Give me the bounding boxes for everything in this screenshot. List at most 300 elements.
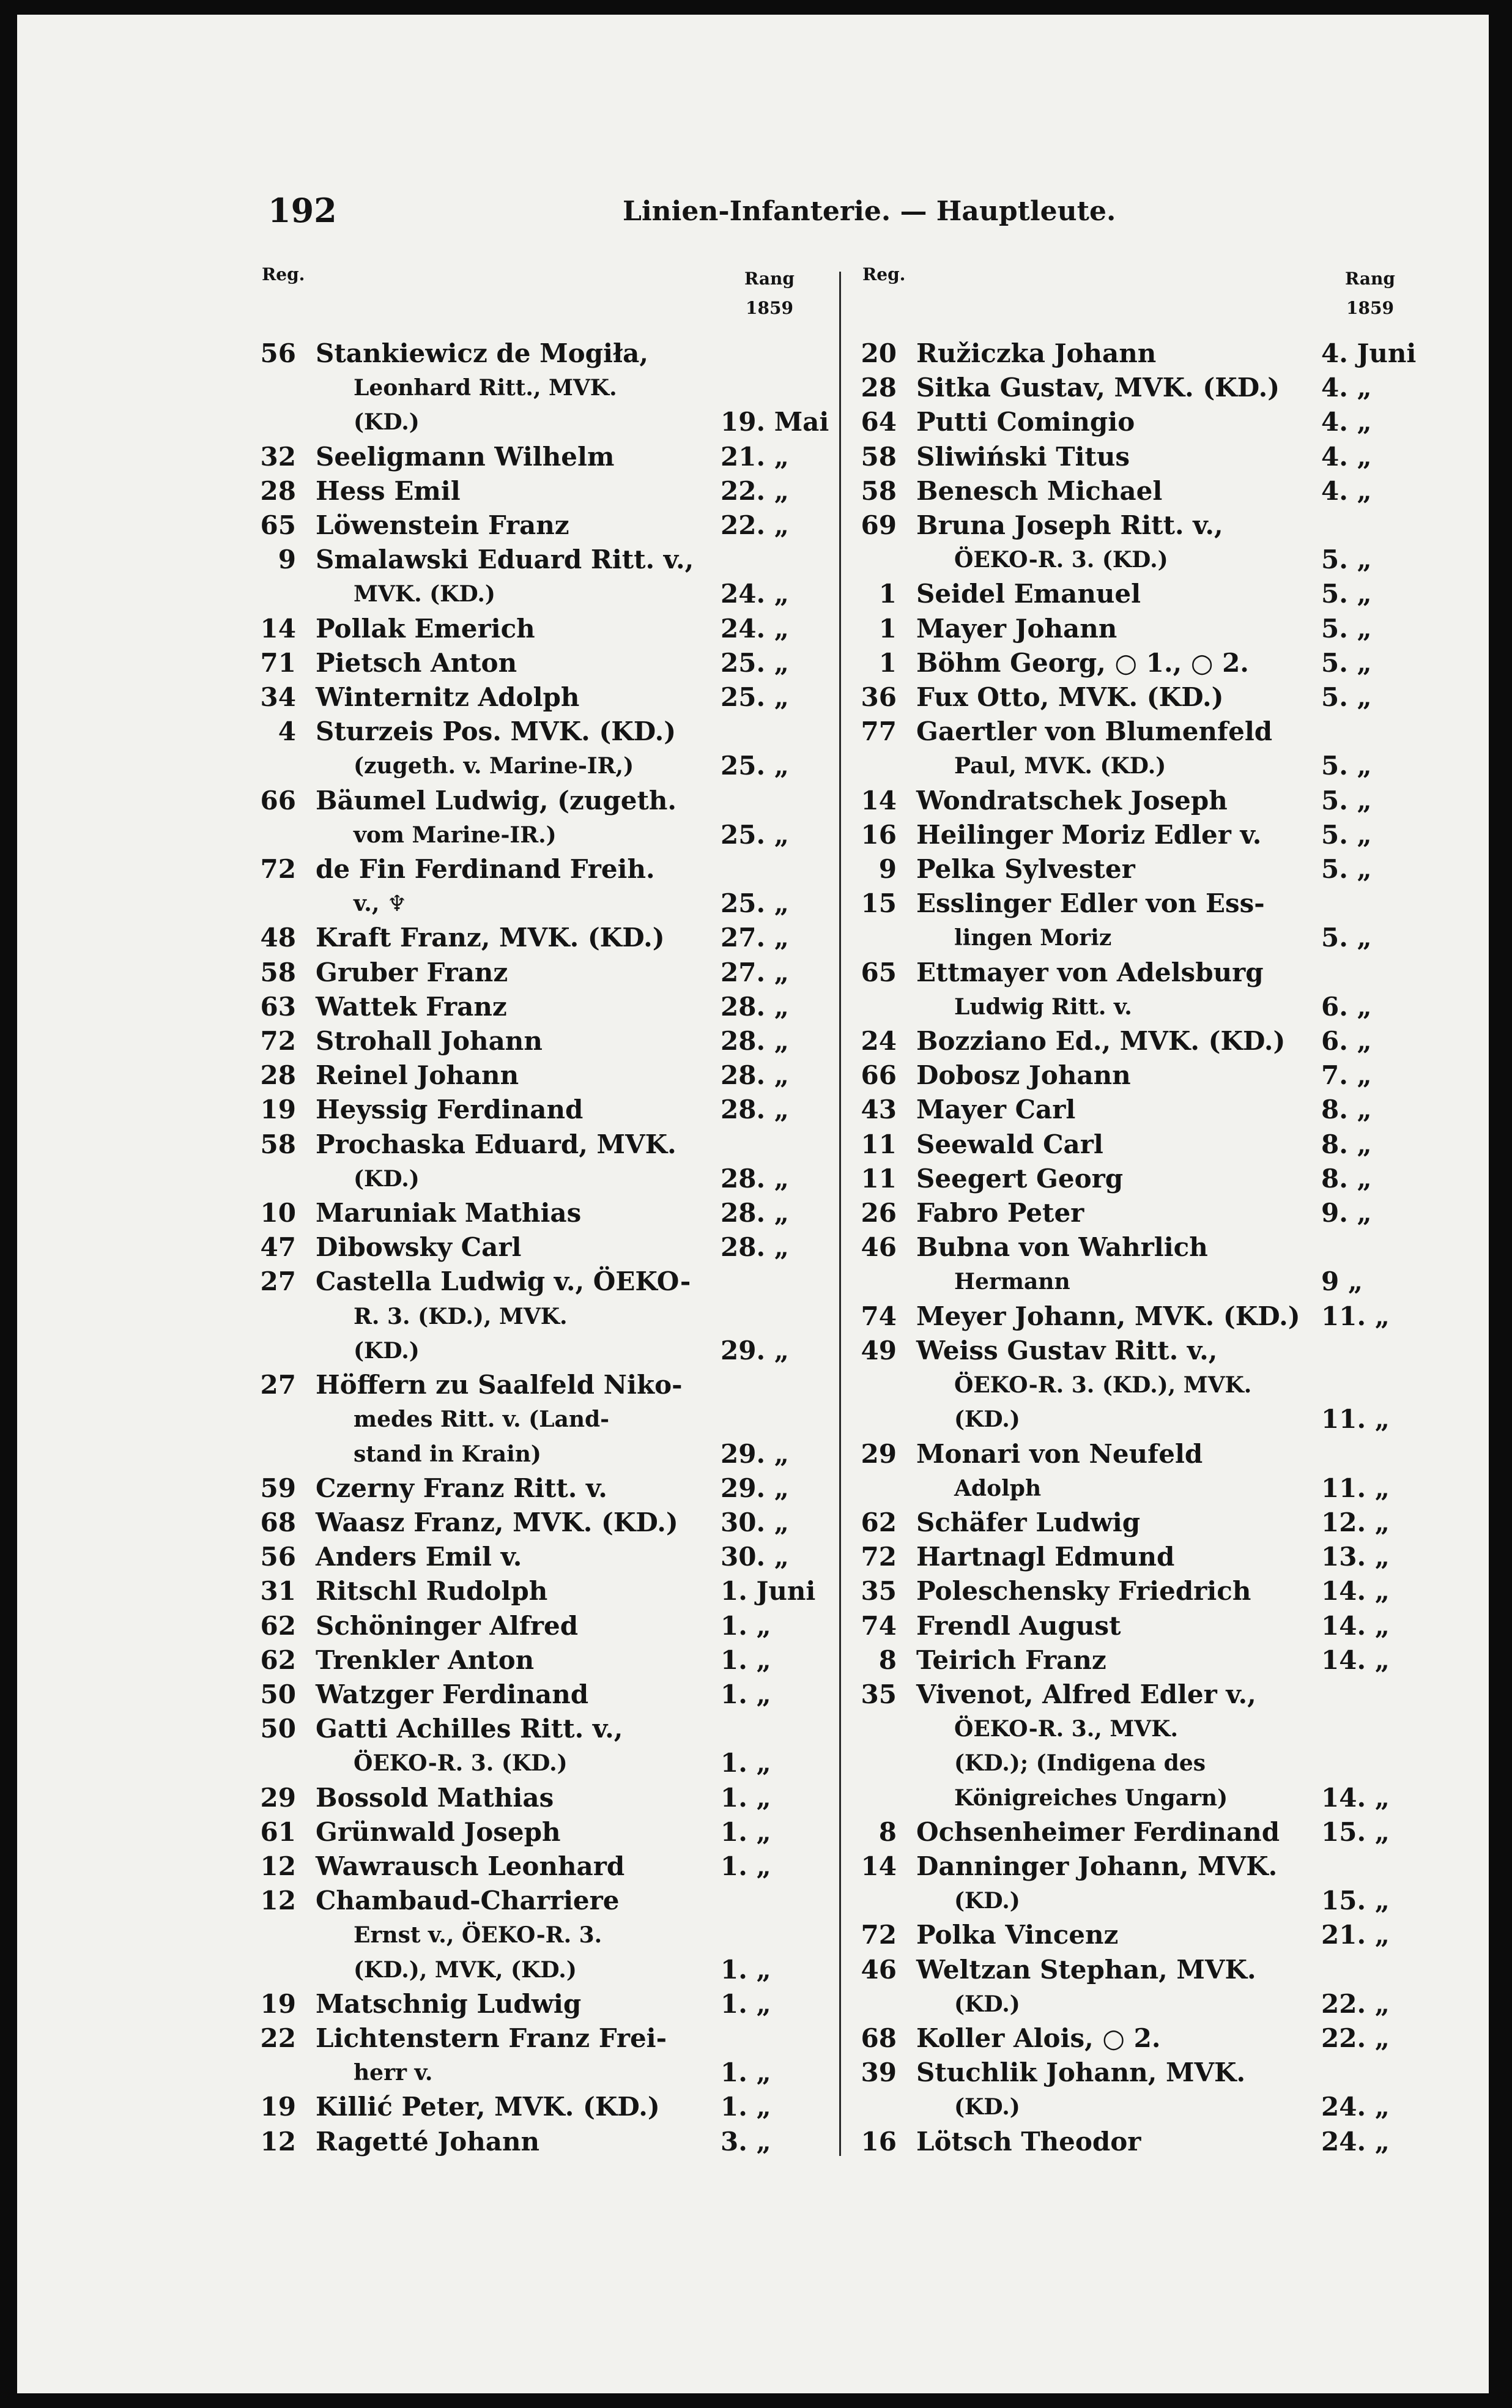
officer-entry <box>844 852 1456 886</box>
rank-date: 4. Juni <box>1321 338 1417 368</box>
name-line: Heyssig Ferdinand <box>316 1094 584 1125</box>
officer-entry <box>844 1162 1456 1196</box>
regiment-number: 1 <box>878 579 897 609</box>
rank-date: 5. „ <box>1321 647 1372 678</box>
officer-name <box>916 1609 1320 1643</box>
name-line: Maruniak Mathias <box>316 1198 582 1228</box>
officer-name <box>916 1953 1320 2021</box>
officer-name <box>316 1368 719 1471</box>
regiment-number: 66 <box>861 1060 897 1091</box>
officer-name <box>316 336 719 440</box>
name-line: Bossold Mathias <box>316 1782 554 1813</box>
rang-header <box>1333 264 1407 323</box>
regiment-number: 31 <box>260 1576 296 1607</box>
left-column <box>243 264 855 2159</box>
rank-date: 11. „ <box>1321 1473 1390 1503</box>
officer-name <box>916 1918 1320 1952</box>
running-title: Linien-Infanterie. — Hauptleute. <box>623 196 1116 227</box>
officer-name <box>916 852 1320 886</box>
rank-date: 1. „ <box>721 1816 771 1847</box>
regiment-number: 48 <box>260 923 296 953</box>
officer-name <box>316 1230 719 1265</box>
rank-date: 15. „ <box>1321 1816 1390 1847</box>
name-line: Sturzeis Pos. MVK. (KD.) <box>316 716 676 747</box>
officer-entry <box>243 1368 855 1471</box>
name-line: Vivenot, Alfred Edler v., <box>916 1679 1256 1709</box>
regiment-number: 10 <box>260 1198 296 1228</box>
rank-date: 21. „ <box>1321 1920 1390 1950</box>
regiment-number: 4 <box>278 716 296 747</box>
name-continuation: ÖEKO-R. 3. (KD.) <box>354 1750 568 1777</box>
officer-name <box>316 1884 719 1987</box>
rank-date: 28. „ <box>721 1232 789 1263</box>
name-line: Sliwiński Titus <box>916 441 1130 472</box>
rank-date: 4. „ <box>1321 441 1372 472</box>
name-line: Watzger Ferdinand <box>316 1679 589 1709</box>
rank-date: 4. „ <box>1321 407 1372 437</box>
name-line: Putti Comingio <box>916 407 1135 437</box>
officer-entry <box>243 921 855 955</box>
officer-name <box>916 1334 1320 1437</box>
officer-entry <box>243 1712 855 1780</box>
officer-name <box>916 1643 1320 1678</box>
officer-name <box>916 1196 1320 1230</box>
officer-name <box>316 1128 719 1196</box>
rank-date: 28. „ <box>721 1026 789 1057</box>
officer-entry <box>844 1953 1456 2021</box>
regiment-number: 68 <box>260 1507 296 1537</box>
regiment-number: 66 <box>260 785 296 816</box>
right-column <box>844 264 1456 2159</box>
officer-entry <box>243 1574 855 1608</box>
name-line: Böhm Georg, ○ 1., ○ 2. <box>916 647 1249 678</box>
officer-name <box>316 1540 719 1574</box>
officer-name <box>916 680 1320 715</box>
officer-entry <box>844 1815 1456 1849</box>
officer-entry <box>844 612 1456 646</box>
officer-name <box>916 1128 1320 1162</box>
name-line: Schäfer Ludwig <box>916 1507 1141 1537</box>
name-line: Winternitz Adolph <box>316 682 580 713</box>
officer-name <box>916 1437 1320 1506</box>
rank-date: 14. „ <box>1321 1610 1390 1641</box>
name-line: Bubna von Wahrlich <box>916 1232 1208 1263</box>
rank-date: 8. „ <box>1321 1129 1372 1159</box>
rank-date: 1. „ <box>721 1782 771 1813</box>
name-continuation: (KD.) <box>354 409 420 436</box>
name-line: Schöninger Alfred <box>316 1610 579 1641</box>
rank-date: 30. „ <box>721 1507 789 1537</box>
name-line: Poleschensky Friedrich <box>916 1576 1251 1607</box>
regiment-number: 72 <box>861 1920 897 1950</box>
name-line: de Fin Ferdinand Freih. <box>316 854 655 885</box>
name-line: Gruber Franz <box>316 957 508 987</box>
name-line: Reinel Johann <box>316 1060 519 1091</box>
officer-list <box>243 336 855 2159</box>
officer-entry <box>243 1058 855 1093</box>
officer-entry <box>243 1506 855 1540</box>
officer-name <box>916 1162 1320 1196</box>
name-line: Mayer Carl <box>916 1094 1076 1125</box>
regiment-number: 56 <box>260 1542 296 1572</box>
rank-date: 22. „ <box>721 510 789 541</box>
name-continuation: ÖEKO-R. 3. (KD.), MVK. <box>954 1372 1252 1399</box>
regiment-number: 61 <box>260 1816 296 1847</box>
name-continuation: lingen Moriz <box>954 925 1112 951</box>
rank-date: 12. „ <box>1321 1507 1390 1537</box>
regiment-number: 58 <box>861 441 897 472</box>
rank-date: 24. „ <box>721 613 789 644</box>
name-line: Ragetté Johann <box>316 2126 540 2157</box>
name-line: Matschnig Ludwig <box>316 1988 582 2019</box>
officer-name <box>316 646 719 680</box>
officer-name <box>316 990 719 1024</box>
officer-name <box>916 2021 1320 2056</box>
officer-entry <box>243 1093 855 1127</box>
officer-entry <box>844 1058 1456 1093</box>
officer-name <box>316 715 719 783</box>
name-line: Ritschl Rudolph <box>316 1576 548 1607</box>
officer-entry <box>844 474 1456 508</box>
regiment-number: 62 <box>861 1507 897 1537</box>
regiment-number: 46 <box>861 1954 897 1985</box>
name-line: Smalawski Eduard Ritt. v., <box>316 544 694 575</box>
officer-name <box>916 1506 1320 1540</box>
rank-date: 25. „ <box>721 888 789 919</box>
regiment-number: 19 <box>260 1094 296 1125</box>
rank-date: 21. „ <box>721 441 789 472</box>
officer-name <box>916 577 1320 611</box>
officer-name <box>916 1024 1320 1058</box>
officer-name <box>916 474 1320 508</box>
rank-date: 5. „ <box>1321 785 1372 816</box>
officer-name <box>316 1506 719 1540</box>
officer-name <box>316 1196 719 1230</box>
rank-date: 22. „ <box>1321 2023 1390 2053</box>
regiment-number: 74 <box>861 1301 897 1331</box>
regiment-number: 72 <box>861 1542 897 1572</box>
officer-name <box>916 784 1320 818</box>
name-line: Pelka Sylvester <box>916 854 1135 885</box>
rank-date: 5. „ <box>1321 819 1372 850</box>
officer-entry <box>243 1540 855 1574</box>
officer-entry <box>844 784 1456 818</box>
name-continuation: Leonhard Ritt., MVK. <box>354 375 617 401</box>
name-line: Höffern zu Saalfeld Niko- <box>316 1370 683 1400</box>
officer-name <box>316 1574 719 1608</box>
officer-entry <box>844 1918 1456 1952</box>
officer-entry <box>844 336 1456 371</box>
name-line: Strohall Johann <box>316 1026 543 1057</box>
officer-name <box>916 646 1320 680</box>
officer-entry <box>243 715 855 783</box>
regiment-number: 63 <box>260 991 296 1022</box>
name-line: Prochaska Eduard, MVK. <box>316 1129 676 1159</box>
officer-name <box>316 1058 719 1093</box>
regiment-number: 11 <box>861 1129 897 1159</box>
officer-name <box>316 1849 719 1884</box>
officer-entry <box>243 1987 855 2021</box>
officer-name <box>316 2021 719 2090</box>
officer-name <box>316 1471 719 1506</box>
name-continuation: Paul, MVK. (KD.) <box>954 753 1166 779</box>
name-line: Lichtenstern Franz Frei- <box>316 2023 667 2053</box>
rank-date: 1. „ <box>721 1988 771 2019</box>
officer-name <box>916 1815 1320 1849</box>
officer-entry <box>844 1506 1456 1540</box>
rank-date: 28. „ <box>721 991 789 1022</box>
regiment-number: 9 <box>278 544 296 575</box>
rank-date: 9. „ <box>1321 1198 1372 1228</box>
officer-name <box>316 921 719 955</box>
regiment-number: 16 <box>861 2126 897 2157</box>
regiment-number: 62 <box>260 1610 296 1641</box>
officer-entry <box>243 680 855 715</box>
name-line: Weltzan Stephan, MVK. <box>916 1954 1256 1985</box>
officer-entry <box>844 1437 1456 1506</box>
name-line: Killić Peter, MVK. (KD.) <box>316 2092 660 2122</box>
name-line: Bäumel Ludwig, (zugeth. <box>316 785 677 816</box>
name-line: Stuchlik Johann, MVK. <box>916 2057 1246 2088</box>
name-continuation: (KD.), MVK, (KD.) <box>354 1956 577 1983</box>
column-rule <box>839 272 841 2156</box>
name-line: Wondratschek Joseph <box>916 785 1228 816</box>
name-continuation: ÖEKO-R. 3. (KD.) <box>954 547 1168 573</box>
regiment-number: 58 <box>260 1129 296 1159</box>
officer-entry <box>844 508 1456 577</box>
officer-entry <box>243 2125 855 2159</box>
name-line: Bozziano Ed., MVK. (KD.) <box>916 1026 1286 1057</box>
rank-date: 24. „ <box>1321 2092 1390 2122</box>
officer-entry <box>844 1196 1456 1230</box>
name-line: Hess Emil <box>316 475 461 506</box>
name-line: Bruna Joseph Ritt. v., <box>916 510 1223 541</box>
rang-header <box>733 264 806 323</box>
officer-name <box>316 1609 719 1643</box>
rank-date: 1. „ <box>721 1954 771 1985</box>
rank-date: 1. „ <box>721 1610 771 1641</box>
officer-entry <box>243 1609 855 1643</box>
regiment-number: 49 <box>861 1335 897 1366</box>
rank-date: 1. „ <box>721 1748 771 1778</box>
officer-entry <box>243 612 855 646</box>
rank-date: 1. „ <box>721 2092 771 2122</box>
officer-entry <box>844 1024 1456 1058</box>
officer-entry <box>844 1643 1456 1678</box>
regiment-number: 11 <box>861 1163 897 1194</box>
name-line: Ružiczka Johann <box>916 338 1157 368</box>
rank-date: 11. „ <box>1321 1404 1390 1435</box>
name-line: Hartnagl Edmund <box>916 1542 1175 1572</box>
name-line: Stankiewicz de Mogiła, <box>316 338 648 368</box>
name-continuation: (KD.) <box>954 1407 1020 1433</box>
regiment-number: 69 <box>861 510 897 541</box>
regiment-number: 43 <box>861 1094 897 1125</box>
regiment-number: 1 <box>878 647 897 678</box>
rank-date: 3. „ <box>721 2126 771 2157</box>
rank-date: 1. Juni <box>721 1576 816 1607</box>
rank-date: 6. „ <box>1321 991 1372 1022</box>
officer-entry <box>243 990 855 1024</box>
regiment-number: 50 <box>260 1679 296 1709</box>
officer-name <box>916 2056 1320 2124</box>
regiment-number: 72 <box>260 854 296 885</box>
rang-label: Rang <box>1345 269 1395 289</box>
rang-label: Rang <box>744 269 795 289</box>
name-line: Sitka Gustav, MVK. (KD.) <box>916 373 1280 403</box>
officer-entry <box>844 1299 1456 1334</box>
regiment-number: 68 <box>861 2023 897 2053</box>
name-line: Meyer Johann, MVK. (KD.) <box>916 1301 1300 1331</box>
officer-entry <box>243 1230 855 1265</box>
name-line: Gaertler von Blumenfeld <box>916 716 1273 747</box>
rank-date: 24. „ <box>721 579 789 609</box>
name-line: Fux Otto, MVK. (KD.) <box>916 682 1224 713</box>
name-line: Esslinger Edler von Ess- <box>916 888 1265 919</box>
officer-entry <box>844 440 1456 474</box>
officer-entry <box>243 2021 855 2090</box>
name-continuation: ÖEKO-R. 3., MVK. <box>954 1716 1178 1742</box>
officer-entry <box>243 508 855 543</box>
rank-date: 5. „ <box>1321 923 1372 953</box>
rank-date: 30. „ <box>721 1542 789 1572</box>
regiment-number: 46 <box>861 1232 897 1263</box>
officer-entry <box>243 1884 855 1987</box>
officer-entry <box>844 577 1456 611</box>
name-line: Wawrausch Leonhard <box>316 1851 625 1881</box>
officer-entry <box>844 405 1456 439</box>
regiment-number: 59 <box>260 1473 296 1503</box>
regiment-number: 29 <box>260 1782 296 1813</box>
rank-date: 5. „ <box>1321 613 1372 644</box>
regiment-number: 8 <box>878 1644 897 1675</box>
officer-name <box>916 1299 1320 1334</box>
name-line: Heilinger Moriz Edler v. <box>916 819 1262 850</box>
rank-date: 25. „ <box>721 682 789 713</box>
rank-date: 27. „ <box>721 923 789 953</box>
rank-date: 28. „ <box>721 1163 789 1194</box>
officer-entry <box>844 1334 1456 1437</box>
name-continuation: (KD.) <box>354 1165 420 1192</box>
rank-date: 25. „ <box>721 751 789 781</box>
name-line: Polka Vincenz <box>916 1920 1119 1950</box>
name-line: Teirich Franz <box>916 1644 1106 1675</box>
officer-entry <box>844 1093 1456 1127</box>
officer-entry <box>243 784 855 852</box>
name-continuation: Adolph <box>954 1475 1042 1501</box>
officer-entry <box>243 1128 855 1196</box>
officer-entry <box>243 1643 855 1678</box>
regiment-number: 12 <box>260 2126 296 2157</box>
officer-name <box>916 956 1320 1024</box>
officer-entry <box>243 440 855 474</box>
reg-header: Reg. <box>862 264 906 284</box>
rank-date: 28. „ <box>721 1094 789 1125</box>
officer-name <box>916 1678 1320 1815</box>
name-line: Weiss Gustav Ritt. v., <box>916 1335 1218 1366</box>
officer-entry <box>844 886 1456 955</box>
regiment-number: 27 <box>260 1370 296 1400</box>
rank-date: 27. „ <box>721 957 789 987</box>
name-line: Seeligmann Wilhelm <box>316 441 615 472</box>
officer-entry <box>844 646 1456 680</box>
name-continuation: stand in Krain) <box>354 1441 541 1467</box>
rank-date: 28. „ <box>721 1060 789 1091</box>
officer-list <box>844 336 1456 2159</box>
name-continuation: (KD.); (Indigena des <box>954 1750 1206 1777</box>
rank-date: 1. „ <box>721 2057 771 2088</box>
regiment-number: 29 <box>861 1438 897 1469</box>
officer-entry <box>243 543 855 611</box>
officer-name <box>316 2090 719 2124</box>
name-continuation: Königreiches Ungarn) <box>954 1785 1228 1811</box>
officer-entry <box>844 1574 1456 1608</box>
name-continuation: (KD.) <box>354 1337 420 1364</box>
officer-entry <box>844 956 1456 1024</box>
name-line: Danninger Johann, MVK. <box>916 1851 1278 1881</box>
column-header <box>844 264 1456 336</box>
officer-entry <box>844 2021 1456 2056</box>
officer-name <box>316 1678 719 1712</box>
officer-name <box>916 1093 1320 1127</box>
officer-name <box>916 405 1320 439</box>
rank-date: 29. „ <box>721 1335 789 1366</box>
rank-date: 22. „ <box>1321 1988 1390 2019</box>
rank-date: 8. „ <box>1321 1163 1372 1194</box>
officer-name <box>916 1230 1320 1299</box>
officer-name <box>916 612 1320 646</box>
rank-date: 25. „ <box>721 819 789 850</box>
name-line: Benesch Michael <box>916 475 1163 506</box>
rank-date: 8. „ <box>1321 1094 1372 1125</box>
rank-date: 14. „ <box>1321 1576 1390 1607</box>
officer-entry <box>844 2125 1456 2159</box>
rank-date: 13. „ <box>1321 1542 1390 1572</box>
name-line: Löwenstein Franz <box>316 510 569 541</box>
rank-date: 5. „ <box>1321 682 1372 713</box>
officer-name <box>916 1849 1320 1918</box>
rank-date: 11. „ <box>1321 1301 1390 1331</box>
name-line: Castella Ludwig v., ÖEKO- <box>316 1266 691 1297</box>
name-line: Gatti Achilles Ritt. v., <box>316 1714 623 1744</box>
rank-date: 5. „ <box>1321 751 1372 781</box>
name-line: Pietsch Anton <box>316 647 517 678</box>
name-continuation: (KD.) <box>954 1888 1020 1914</box>
rank-date: 14. „ <box>1321 1782 1390 1813</box>
book-page <box>17 15 1489 2393</box>
regiment-number: 35 <box>861 1576 897 1607</box>
officer-name <box>916 1058 1320 1093</box>
officer-entry <box>243 2090 855 2124</box>
officer-name <box>316 1987 719 2021</box>
officer-entry <box>243 1849 855 1884</box>
officer-name <box>316 1643 719 1678</box>
name-line: Seidel Emanuel <box>916 579 1141 609</box>
rank-date: 19. Mai <box>721 407 829 437</box>
regiment-number: 62 <box>260 1644 296 1675</box>
regiment-number: 56 <box>260 338 296 368</box>
officer-entry <box>243 646 855 680</box>
reg-header: Reg. <box>262 264 305 284</box>
regiment-number: 58 <box>260 957 296 987</box>
name-line: Dibowsky Carl <box>316 1232 522 1263</box>
name-continuation: R. 3. (KD.), MVK. <box>354 1303 568 1329</box>
officer-entry <box>844 1678 1456 1815</box>
rank-date: 29. „ <box>721 1438 789 1469</box>
name-line: Seewald Carl <box>916 1129 1103 1159</box>
officer-entry <box>844 1849 1456 1918</box>
regiment-number: 71 <box>260 647 296 678</box>
